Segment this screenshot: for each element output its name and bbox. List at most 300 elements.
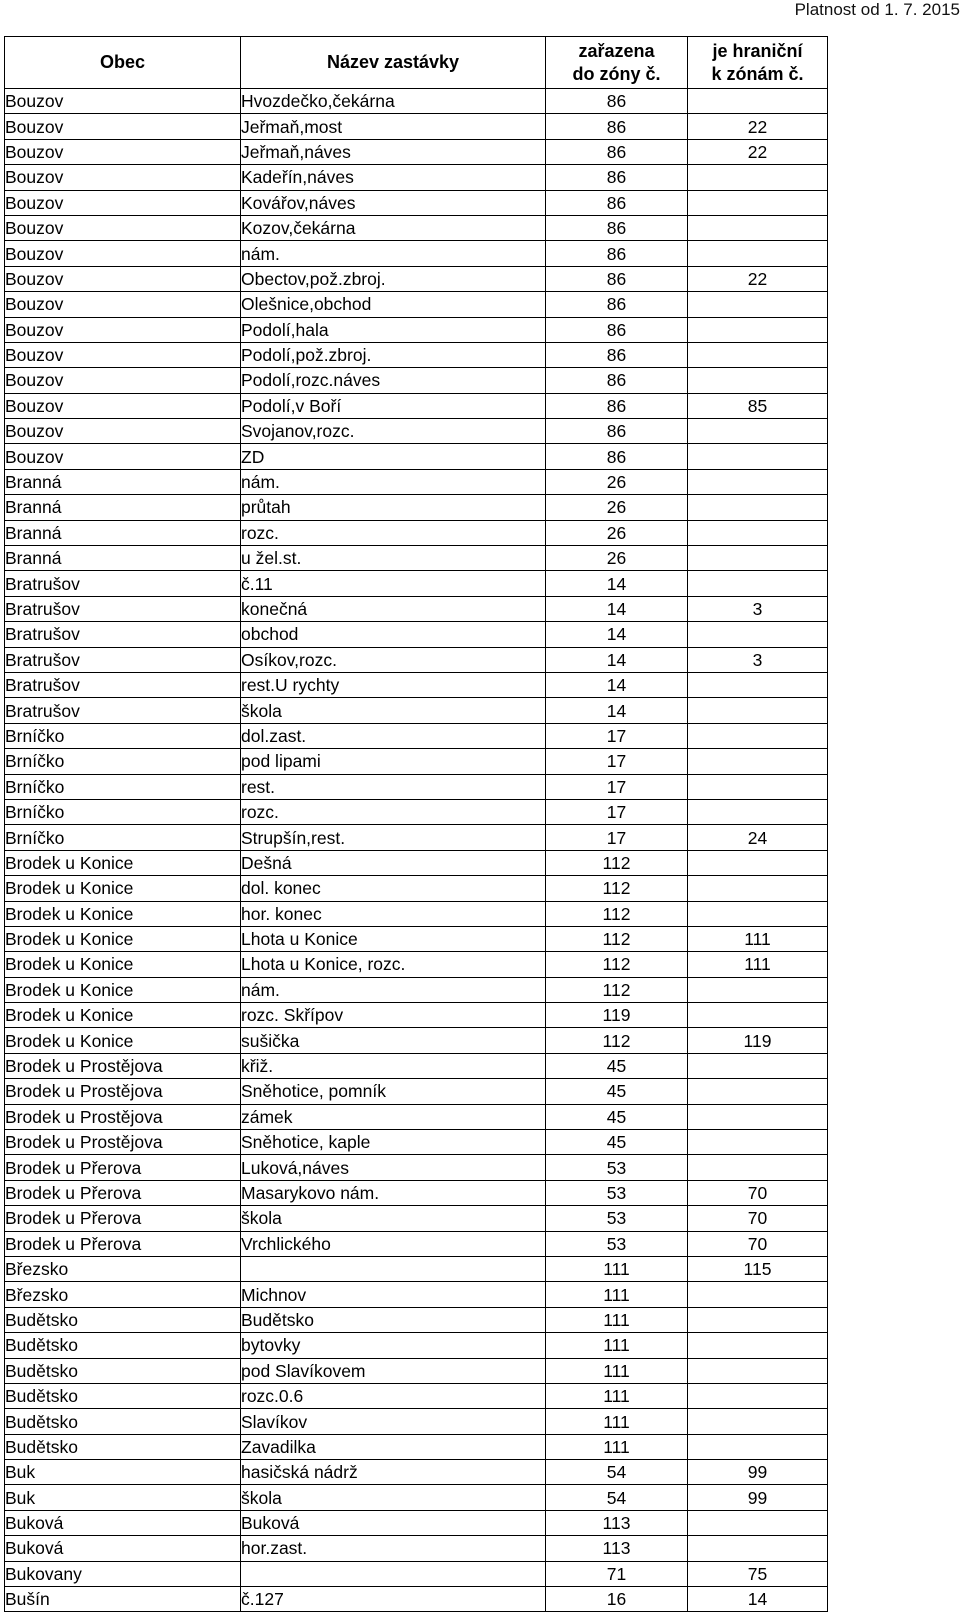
cell-hranicni — [688, 1130, 828, 1155]
cell-obec: Bušín — [5, 1587, 241, 1612]
cell-obec: Bratrušov — [5, 596, 241, 621]
cell-zastavka: Jeřmaň,náves — [241, 139, 546, 164]
cell-hranicni — [688, 1003, 828, 1028]
cell-hranicni — [688, 698, 828, 723]
cell-zastavka: Svojanov,rozc. — [241, 419, 546, 444]
cell-zastavka: nám. — [241, 977, 546, 1002]
cell-obec: Buková — [5, 1536, 241, 1561]
cell-obec: Bouzov — [5, 444, 241, 469]
table-row — [5, 876, 828, 901]
table-row — [5, 469, 828, 494]
cell-hranicni — [688, 672, 828, 697]
cell-hranicni: 22 — [688, 266, 828, 291]
cell-zona: 17 — [546, 723, 688, 748]
cell-zona: 17 — [546, 774, 688, 799]
cell-zastavka: ZD — [241, 444, 546, 469]
cell-zona: 14 — [546, 571, 688, 596]
table-row — [5, 266, 828, 291]
cell-obec: Brodek u Prostějova — [5, 1053, 241, 1078]
cell-zastavka: Podolí,pož.zbroj. — [241, 342, 546, 367]
cell-hranicni — [688, 1333, 828, 1358]
cell-zona: 111 — [546, 1333, 688, 1358]
cell-zona: 53 — [546, 1155, 688, 1180]
cell-zona: 86 — [546, 317, 688, 342]
cell-hranicni — [688, 165, 828, 190]
cell-zona: 112 — [546, 901, 688, 926]
cell-zona: 45 — [546, 1130, 688, 1155]
cell-zastavka: nám. — [241, 241, 546, 266]
cell-zastavka: škola — [241, 1206, 546, 1231]
table-row — [5, 241, 828, 266]
cell-obec: Brodek u Konice — [5, 1028, 241, 1053]
cell-zastavka: konečná — [241, 596, 546, 621]
cell-zastavka: pod Slavíkovem — [241, 1358, 546, 1383]
cell-hranicni: 22 — [688, 139, 828, 164]
cell-obec: Bratrušov — [5, 622, 241, 647]
cell-hranicni — [688, 1383, 828, 1408]
table-row — [5, 1587, 828, 1612]
table-row — [5, 1536, 828, 1561]
cell-zastavka: Michnov — [241, 1282, 546, 1307]
cell-obec: Brodek u Konice — [5, 926, 241, 951]
cell-zona: 54 — [546, 1460, 688, 1485]
cell-hranicni: 111 — [688, 926, 828, 951]
cell-obec: Budětsko — [5, 1358, 241, 1383]
table-row — [5, 368, 828, 393]
table-row — [5, 1434, 828, 1459]
cell-zona: 14 — [546, 698, 688, 723]
cell-zastavka: č.11 — [241, 571, 546, 596]
cell-obec: Bouzov — [5, 419, 241, 444]
cell-hranicni — [688, 89, 828, 114]
cell-zastavka: Lhota u Konice — [241, 926, 546, 951]
cell-zastavka: Budětsko — [241, 1307, 546, 1332]
cell-zona: 53 — [546, 1180, 688, 1205]
cell-zona: 26 — [546, 469, 688, 494]
cell-obec: Brníčko — [5, 799, 241, 824]
cell-obec: Bratrušov — [5, 698, 241, 723]
cell-obec: Brodek u Konice — [5, 901, 241, 926]
cell-obec: Brodek u Prostějova — [5, 1104, 241, 1129]
cell-zona: 26 — [546, 520, 688, 545]
cell-hranicni — [688, 469, 828, 494]
cell-zona: 112 — [546, 952, 688, 977]
cell-zona: 26 — [546, 495, 688, 520]
cell-hranicni — [688, 977, 828, 1002]
cell-zona: 14 — [546, 596, 688, 621]
cell-obec: Bouzov — [5, 215, 241, 240]
cell-hranicni — [688, 1282, 828, 1307]
cell-zona: 112 — [546, 977, 688, 1002]
cell-hranicni — [688, 774, 828, 799]
zone-table — [4, 36, 828, 1612]
table-row — [5, 1079, 828, 1104]
cell-hranicni: 24 — [688, 825, 828, 850]
cell-zastavka: Kovářov,náves — [241, 190, 546, 215]
table-row — [5, 622, 828, 647]
cell-hranicni: 99 — [688, 1485, 828, 1510]
table-row — [5, 292, 828, 317]
table-row — [5, 1003, 828, 1028]
cell-obec: Bouzov — [5, 342, 241, 367]
cell-zastavka: hor. konec — [241, 901, 546, 926]
cell-zona: 86 — [546, 444, 688, 469]
cell-hranicni — [688, 419, 828, 444]
header-zastavka: Název zastávky — [241, 37, 546, 89]
cell-zona: 86 — [546, 266, 688, 291]
cell-zona: 86 — [546, 165, 688, 190]
cell-obec: Brníčko — [5, 825, 241, 850]
cell-zastavka: Dešná — [241, 850, 546, 875]
cell-hranicni — [688, 876, 828, 901]
table-row — [5, 1307, 828, 1332]
cell-hranicni — [688, 444, 828, 469]
cell-zastavka: u žel.st. — [241, 546, 546, 571]
cell-zastavka: Zavadilka — [241, 1434, 546, 1459]
cell-zastavka: nám. — [241, 469, 546, 494]
table-row — [5, 723, 828, 748]
cell-hranicni — [688, 1155, 828, 1180]
cell-hranicni — [688, 1358, 828, 1383]
cell-zastavka: Buková — [241, 1510, 546, 1535]
cell-obec: Březsko — [5, 1282, 241, 1307]
cell-zona: 111 — [546, 1282, 688, 1307]
cell-zastavka: Slavíkov — [241, 1409, 546, 1434]
table-row — [5, 546, 828, 571]
cell-zastavka: Strupšín,rest. — [241, 825, 546, 850]
table-row — [5, 749, 828, 774]
cell-zona: 17 — [546, 799, 688, 824]
cell-obec: Brníčko — [5, 774, 241, 799]
table-row — [5, 1561, 828, 1586]
table-row — [5, 317, 828, 342]
cell-obec: Bouzov — [5, 190, 241, 215]
table-row — [5, 495, 828, 520]
cell-hranicni — [688, 292, 828, 317]
table-row — [5, 1358, 828, 1383]
cell-hranicni: 111 — [688, 952, 828, 977]
table-row — [5, 89, 828, 114]
cell-zona: 45 — [546, 1053, 688, 1078]
cell-hranicni — [688, 1104, 828, 1129]
cell-zastavka: Podolí,hala — [241, 317, 546, 342]
cell-zona: 71 — [546, 1561, 688, 1586]
cell-hranicni: 99 — [688, 1460, 828, 1485]
cell-obec: Bouzov — [5, 393, 241, 418]
cell-zastavka: rest.U rychty — [241, 672, 546, 697]
table-row — [5, 952, 828, 977]
table-body — [5, 89, 828, 1612]
cell-hranicni — [688, 1510, 828, 1535]
cell-zona: 112 — [546, 850, 688, 875]
cell-zastavka: Osíkov,rozc. — [241, 647, 546, 672]
table-header — [5, 37, 828, 89]
cell-zastavka: Kadeřín,náves — [241, 165, 546, 190]
table-row — [5, 1510, 828, 1535]
cell-hranicni — [688, 495, 828, 520]
cell-zastavka: rest. — [241, 774, 546, 799]
cell-zastavka: Obectov,pož.zbroj. — [241, 266, 546, 291]
cell-zona: 111 — [546, 1307, 688, 1332]
cell-zastavka: křiž. — [241, 1053, 546, 1078]
cell-obec: Brodek u Konice — [5, 876, 241, 901]
cell-zastavka: Masarykovo nám. — [241, 1180, 546, 1205]
cell-zona: 86 — [546, 393, 688, 418]
cell-hranicni — [688, 723, 828, 748]
cell-zona: 113 — [546, 1510, 688, 1535]
table-row — [5, 647, 828, 672]
cell-obec: Bouzov — [5, 368, 241, 393]
table-row — [5, 165, 828, 190]
cell-zona: 86 — [546, 139, 688, 164]
table-row — [5, 825, 828, 850]
cell-obec: Bouzov — [5, 139, 241, 164]
cell-zona: 45 — [546, 1079, 688, 1104]
cell-zona: 111 — [546, 1256, 688, 1281]
cell-hranicni — [688, 215, 828, 240]
cell-zona: 111 — [546, 1358, 688, 1383]
header-zona-line2: do zóny č. — [572, 63, 661, 84]
cell-zastavka: dol.zast. — [241, 723, 546, 748]
cell-obec: Budětsko — [5, 1383, 241, 1408]
cell-zona: 111 — [546, 1434, 688, 1459]
cell-hranicni: 75 — [688, 1561, 828, 1586]
cell-obec: Branná — [5, 495, 241, 520]
cell-hranicni: 22 — [688, 114, 828, 139]
table-row — [5, 1155, 828, 1180]
cell-zastavka: Sněhotice, pomník — [241, 1079, 546, 1104]
cell-zastavka: průtah — [241, 495, 546, 520]
cell-zona: 113 — [546, 1536, 688, 1561]
table-row — [5, 672, 828, 697]
cell-zona: 112 — [546, 876, 688, 901]
table-row — [5, 1409, 828, 1434]
table-row — [5, 1282, 828, 1307]
cell-zastavka — [241, 1256, 546, 1281]
cell-hranicni — [688, 1434, 828, 1459]
table-row — [5, 1460, 828, 1485]
table-row — [5, 1104, 828, 1129]
cell-zona: 14 — [546, 672, 688, 697]
table-row — [5, 977, 828, 1002]
cell-obec: Brodek u Přerova — [5, 1180, 241, 1205]
cell-hranicni — [688, 342, 828, 367]
cell-zona: 112 — [546, 926, 688, 951]
cell-obec: Bratrušov — [5, 647, 241, 672]
header-hranicni — [688, 37, 828, 89]
cell-zastavka — [241, 1561, 546, 1586]
cell-obec: Brodek u Konice — [5, 977, 241, 1002]
cell-obec: Brodek u Přerova — [5, 1155, 241, 1180]
cell-obec: Brodek u Konice — [5, 850, 241, 875]
cell-hranicni — [688, 317, 828, 342]
cell-zastavka: Olešnice,obchod — [241, 292, 546, 317]
table-row — [5, 1383, 828, 1408]
table-row — [5, 114, 828, 139]
cell-zastavka: rozc. Skřípov — [241, 1003, 546, 1028]
cell-obec: Brodek u Přerova — [5, 1231, 241, 1256]
table-row — [5, 342, 828, 367]
cell-zona: 111 — [546, 1409, 688, 1434]
table-row — [5, 139, 828, 164]
cell-hranicni — [688, 571, 828, 596]
cell-zona: 112 — [546, 1028, 688, 1053]
validity-date: Platnost od 1. 7. 2015 — [794, 0, 960, 19]
cell-zastavka: Sněhotice, kaple — [241, 1130, 546, 1155]
cell-zastavka: Luková,náves — [241, 1155, 546, 1180]
cell-hranicni: 14 — [688, 1587, 828, 1612]
table-row — [5, 444, 828, 469]
cell-hranicni — [688, 241, 828, 266]
table-row — [5, 1130, 828, 1155]
cell-zona: 86 — [546, 215, 688, 240]
table-row — [5, 520, 828, 545]
cell-hranicni: 70 — [688, 1206, 828, 1231]
cell-zastavka: dol. konec — [241, 876, 546, 901]
cell-hranicni — [688, 1536, 828, 1561]
cell-obec: Bratrušov — [5, 571, 241, 596]
cell-zona: 26 — [546, 546, 688, 571]
cell-obec: Bouzov — [5, 292, 241, 317]
cell-zastavka: obchod — [241, 622, 546, 647]
cell-obec: Budětsko — [5, 1434, 241, 1459]
cell-zona: 45 — [546, 1104, 688, 1129]
cell-hranicni — [688, 749, 828, 774]
cell-obec: Bouzov — [5, 89, 241, 114]
cell-obec: Bukovany — [5, 1561, 241, 1586]
cell-obec: Buková — [5, 1510, 241, 1535]
table-row — [5, 850, 828, 875]
cell-zastavka: Hvozdečko,čekárna — [241, 89, 546, 114]
cell-obec: Brníčko — [5, 723, 241, 748]
cell-hranicni — [688, 901, 828, 926]
cell-zona: 16 — [546, 1587, 688, 1612]
cell-zona: 86 — [546, 368, 688, 393]
cell-zastavka: Podolí,v Boří — [241, 393, 546, 418]
table-row — [5, 1053, 828, 1078]
cell-zastavka: bytovky — [241, 1333, 546, 1358]
cell-zona: 86 — [546, 342, 688, 367]
cell-obec: Budětsko — [5, 1333, 241, 1358]
cell-hranicni: 119 — [688, 1028, 828, 1053]
cell-zastavka: Vrchlického — [241, 1231, 546, 1256]
table-row — [5, 926, 828, 951]
cell-zona: 86 — [546, 114, 688, 139]
cell-obec: Buk — [5, 1460, 241, 1485]
cell-hranicni — [688, 1079, 828, 1104]
table-row — [5, 1231, 828, 1256]
cell-hranicni: 70 — [688, 1180, 828, 1205]
cell-obec: Brníčko — [5, 749, 241, 774]
cell-obec: Branná — [5, 546, 241, 571]
cell-zona: 17 — [546, 825, 688, 850]
cell-obec: Březsko — [5, 1256, 241, 1281]
cell-zastavka: Jeřmaň,most — [241, 114, 546, 139]
cell-obec: Brodek u Prostějova — [5, 1079, 241, 1104]
header-hranicni-line2: k zónám č. — [711, 63, 804, 84]
table-row — [5, 799, 828, 824]
cell-zastavka: škola — [241, 1485, 546, 1510]
cell-zastavka: Kozov,čekárna — [241, 215, 546, 240]
cell-zona: 86 — [546, 241, 688, 266]
cell-zastavka: hasičská nádrž — [241, 1460, 546, 1485]
table-row — [5, 571, 828, 596]
cell-hranicni — [688, 1053, 828, 1078]
cell-obec: Branná — [5, 520, 241, 545]
cell-obec: Brodek u Konice — [5, 1003, 241, 1028]
table-row — [5, 393, 828, 418]
cell-zastavka: sušička — [241, 1028, 546, 1053]
cell-zona: 119 — [546, 1003, 688, 1028]
cell-obec: Budětsko — [5, 1307, 241, 1332]
cell-zastavka: Lhota u Konice, rozc. — [241, 952, 546, 977]
cell-zastavka: Podolí,rozc.náves — [241, 368, 546, 393]
cell-hranicni — [688, 520, 828, 545]
cell-zona: 86 — [546, 292, 688, 317]
table-row — [5, 419, 828, 444]
cell-hranicni: 70 — [688, 1231, 828, 1256]
table-row — [5, 1180, 828, 1205]
cell-zastavka: rozc. — [241, 520, 546, 545]
cell-zastavka: hor.zast. — [241, 1536, 546, 1561]
table-row — [5, 698, 828, 723]
cell-obec: Bratrušov — [5, 672, 241, 697]
cell-hranicni — [688, 1409, 828, 1434]
table-row — [5, 215, 828, 240]
cell-zona: 17 — [546, 749, 688, 774]
header-hranicni-line1: je hraniční — [712, 40, 803, 61]
cell-zona: 54 — [546, 1485, 688, 1510]
cell-zona: 86 — [546, 89, 688, 114]
table-row — [5, 901, 828, 926]
cell-obec: Buk — [5, 1485, 241, 1510]
cell-obec: Bouzov — [5, 266, 241, 291]
table-row — [5, 1028, 828, 1053]
cell-obec: Bouzov — [5, 165, 241, 190]
cell-zastavka: škola — [241, 698, 546, 723]
table-row — [5, 1256, 828, 1281]
cell-hranicni: 115 — [688, 1256, 828, 1281]
cell-zastavka: č.127 — [241, 1587, 546, 1612]
header-obec: Obec — [5, 37, 241, 89]
table-row — [5, 190, 828, 215]
cell-zona: 53 — [546, 1231, 688, 1256]
header-zona-line1: zařazena — [578, 40, 655, 61]
cell-hranicni: 85 — [688, 393, 828, 418]
cell-hranicni — [688, 190, 828, 215]
cell-zastavka: rozc. — [241, 799, 546, 824]
cell-zona: 86 — [546, 190, 688, 215]
cell-obec: Bouzov — [5, 241, 241, 266]
cell-hranicni — [688, 850, 828, 875]
cell-obec: Brodek u Prostějova — [5, 1130, 241, 1155]
cell-hranicni: 3 — [688, 647, 828, 672]
cell-zastavka: pod lipami — [241, 749, 546, 774]
cell-hranicni — [688, 799, 828, 824]
cell-hranicni: 3 — [688, 596, 828, 621]
cell-zastavka: rozc.0.6 — [241, 1383, 546, 1408]
cell-hranicni — [688, 622, 828, 647]
cell-obec: Bouzov — [5, 317, 241, 342]
cell-hranicni — [688, 546, 828, 571]
cell-obec: Bouzov — [5, 114, 241, 139]
header-zona — [546, 37, 688, 89]
cell-zastavka: zámek — [241, 1104, 546, 1129]
cell-hranicni — [688, 1307, 828, 1332]
table-row — [5, 774, 828, 799]
cell-obec: Budětsko — [5, 1409, 241, 1434]
cell-zona: 53 — [546, 1206, 688, 1231]
